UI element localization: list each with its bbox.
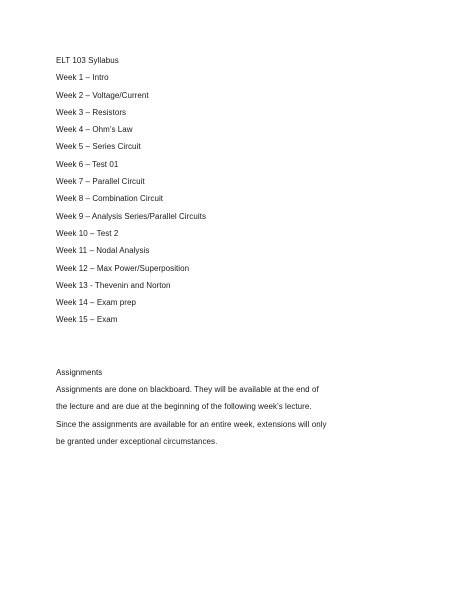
week-item: Week 13 - Thevenin and Norton	[56, 280, 171, 290]
week-item: Week 7 – Parallel Circuit	[56, 177, 145, 187]
week-item: Week 8 – Combination Circuit	[56, 194, 164, 204]
document-content	[56, 56, 416, 454]
week-item: Week 10 – Test 2	[56, 228, 119, 238]
week-list	[56, 73, 416, 332]
week-item: Week 3 – Resistors	[56, 107, 127, 117]
week-item: Week 4 – Ohm’s Law	[56, 125, 133, 135]
assignments-paragraph	[56, 385, 416, 454]
week-item: Week 1 – Intro	[56, 73, 109, 83]
week-item: Week 12 – Max Power/Superposition	[56, 263, 190, 273]
week-item: Week 5 – Series Circuit	[56, 142, 141, 152]
week-item: Week 9 – Analysis Series/Parallel Circuits	[56, 211, 207, 221]
week-item: Week 11 – Nodal Analysis	[56, 246, 150, 256]
paragraph-line: Since the assignments are available for an entire week, extensions will only	[56, 419, 327, 429]
week-item: Week 2 – Voltage/Current	[56, 90, 149, 100]
assignments-heading: Assignments	[56, 367, 103, 377]
week-item: Week 14 – Exam prep	[56, 298, 136, 308]
section-spacer	[56, 333, 416, 368]
paragraph-line: Assignments are done on blackboard. They will be available at the end of	[56, 385, 319, 395]
syllabus-title: ELT 103 Syllabus	[56, 56, 119, 65]
paragraph-line: be granted under exceptional circumstances.	[56, 436, 218, 446]
week-item: Week 6 – Test 01	[56, 159, 119, 169]
week-item: Week 15 – Exam	[56, 315, 118, 325]
paragraph-line: the lecture and are due at the beginning of the following week’s lecture.	[56, 402, 312, 412]
